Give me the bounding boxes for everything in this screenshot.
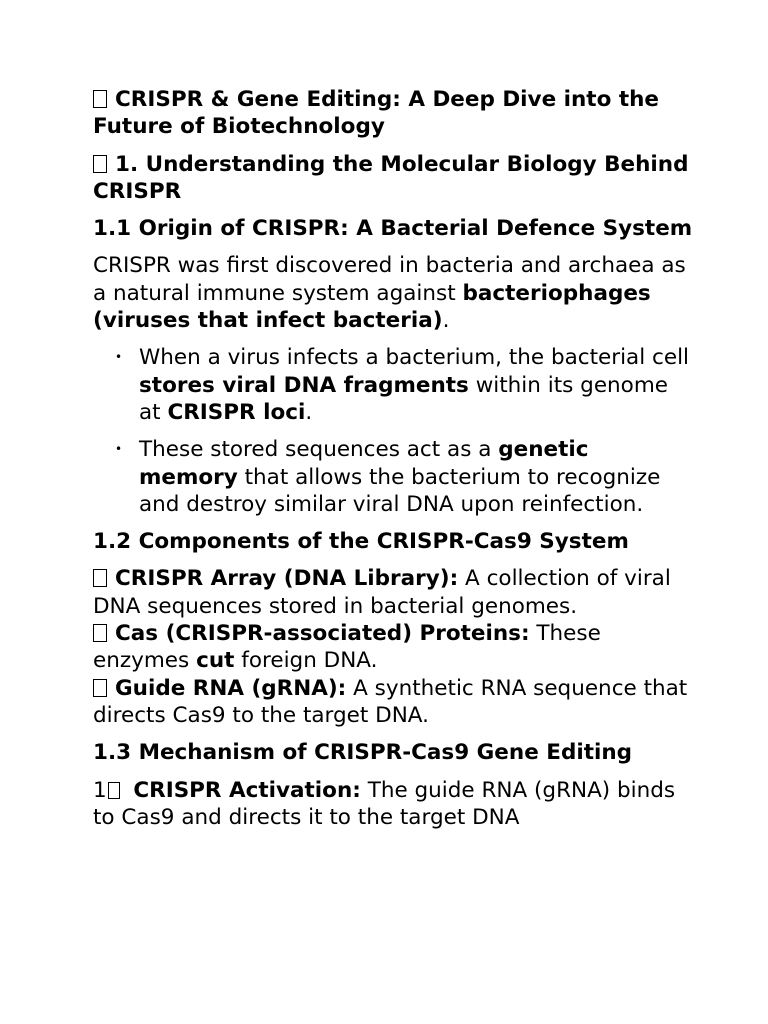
component-label: Guide RNA (gRNA): [115,675,347,701]
step-number: 1 [93,777,107,803]
mechanism-step-1 [93,777,693,832]
bullet-bold: stores viral DNA fragments [139,372,469,398]
origin-paragraph-end: . [442,308,450,334]
section-heading-1-text: 1. Understanding the Molecular Biology Behind CRISPR [93,151,689,204]
bullet-text: within its genome at [139,372,669,425]
bullet-bold: genetic memory [139,437,589,490]
bullet-text: When a virus infects a bacterium, the bacterial cell [139,345,690,371]
subsection-heading-1-2: 1.2 Components of the CRISPR-Cas9 System [93,529,629,555]
missing-glyph-icon [93,155,107,173]
document-page [93,86,693,841]
component-label: Cas (CRISPR-associated) Proteins: [115,621,530,647]
component-guide-rna [93,675,693,730]
bullet-dot-icon: • [115,350,123,365]
step-text: The guide RNA (gRNA) binds to Cas9 and directs it to the target DNA [93,777,676,830]
list-item [93,344,693,426]
missing-glyph-icon [93,90,107,108]
origin-paragraph-bold: bacteriophages (viruses that infect bacteria) [93,280,651,334]
component-cas-proteins [93,620,693,675]
document-title-text: CRISPR & Gene Editing: A Deep Dive into the Future of Biotechnology [93,87,660,140]
origin-bullet-list [93,344,693,518]
component-bold: cut [196,648,235,674]
bullet-text: These stored sequences act as a [139,437,499,463]
component-crispr-array [93,565,693,620]
origin-paragraph [93,252,693,334]
bullet-bold: CRISPR loci [167,399,306,425]
list-item [93,436,693,518]
subsection-heading-1-3: 1.3 Mechanism of CRISPR-Cas9 Gene Editing [93,740,633,766]
missing-glyph-icon [93,624,107,642]
step-label: CRISPR Activation: [133,777,361,803]
components-block [93,565,693,729]
document-title [93,86,693,141]
bullet-dot-icon: • [115,442,123,457]
origin-paragraph-text: CRISPR was first discovered in bacteria and archaea as a natural immune system against [93,253,686,306]
component-text: These enzymes [93,621,601,674]
component-label: CRISPR Array (DNA Library): [115,566,459,592]
component-text: A collection of viral DNA sequences stored in bacterial genomes. [93,566,671,619]
bullet-text: that allows the bacterium to recognize and destroy similar viral DNA upon reinfection. [139,464,661,517]
subsection-heading-1-1: 1.1 Origin of CRISPR: A Bacterial Defence System [93,216,693,242]
component-text: A synthetic RNA sequence that directs Cas9 to the target DNA. [93,675,688,728]
missing-glyph-icon [93,569,107,587]
component-text: foreign DNA. [234,648,378,674]
section-heading-1 [93,151,693,206]
missing-glyph-icon [108,782,120,799]
missing-glyph-icon [93,679,107,697]
bullet-text: . [305,399,313,425]
